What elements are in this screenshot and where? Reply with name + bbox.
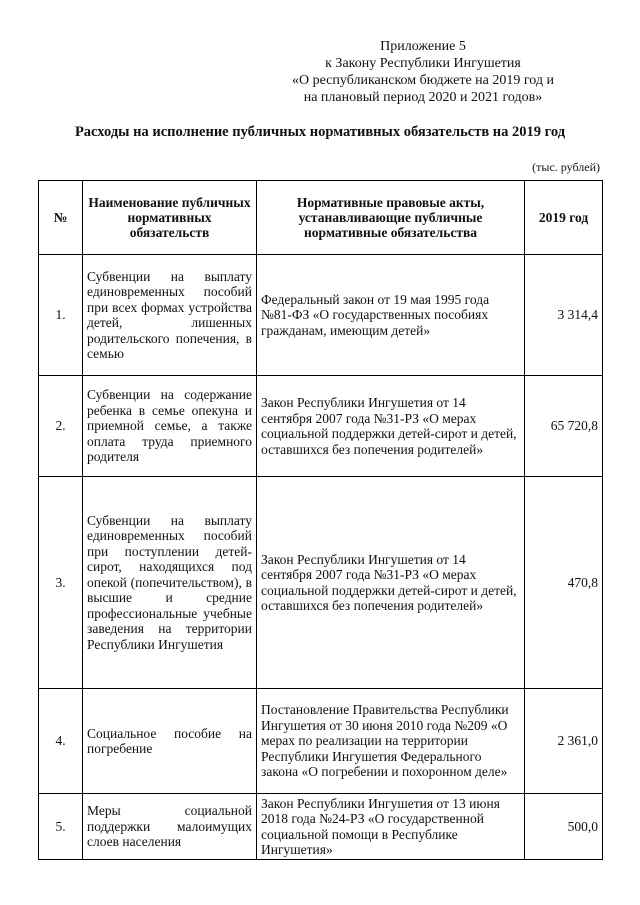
obligations-table bbox=[38, 180, 603, 860]
row-legal-act: Закон Республики Ингушетия от 13 июня 2018 года №24-РЗ «О государственной социальной помощи в Республике Ингушетия» bbox=[257, 794, 525, 860]
row-obligation-name: Субвенции на содержание ребенка в семье опекуна и приемной семье, а также оплата труда приемного родителя bbox=[83, 376, 257, 477]
row-amount: 3 314,4 bbox=[525, 255, 603, 376]
appendix-line: к Закону Республики Ингушетия bbox=[325, 56, 521, 71]
row-obligation-name: Меры социальной поддержки малоимущих слоев населения bbox=[83, 794, 257, 860]
row-legal-act: Закон Республики Ингушетия от 14 сентября 2007 года №31-РЗ «О мерах социальной поддержки детей-сирот и детей, оставшихся без попечения родителей» bbox=[257, 477, 525, 689]
row-obligation-name: Субвенции на выплату единовременных пособий при поступлении детей-сирот, находящихся под опекой (попечительством), в высшие и средние профессиональные учебные заведения на территории Республики Ингушетия bbox=[83, 477, 257, 689]
header-year-2019: 2019 год bbox=[525, 181, 603, 255]
document-title: Расходы на исполнение публичных нормативных обязательств на 2019 год bbox=[74, 124, 566, 140]
table-row bbox=[39, 794, 603, 860]
row-amount: 65 720,8 bbox=[525, 376, 603, 477]
row-legal-act: Закон Республики Ингушетия от 14 сентября 2007 года №31-РЗ «О мерах социальной поддержки детей-сирот и детей, оставшихся без попечения родителей» bbox=[257, 376, 525, 477]
header-number: № bbox=[39, 181, 83, 255]
row-obligation-name: Социальное пособие на погребение bbox=[83, 689, 257, 794]
appendix-line: Приложение 5 bbox=[380, 39, 466, 54]
row-amount: 500,0 bbox=[525, 794, 603, 860]
table-row bbox=[39, 255, 603, 376]
units-note: (тыс. рублей) bbox=[532, 160, 600, 174]
row-number: 5. bbox=[39, 794, 83, 860]
table-row bbox=[39, 689, 603, 794]
appendix-line: на плановый период 2020 и 2021 годов» bbox=[303, 90, 543, 105]
appendix-block bbox=[258, 38, 588, 106]
row-number: 3. bbox=[39, 477, 83, 689]
row-amount: 2 361,0 bbox=[525, 689, 603, 794]
header-obligation-name: Наименование публичных нормативных обязательств bbox=[83, 181, 257, 255]
table-row bbox=[39, 477, 603, 689]
table-header-row bbox=[39, 181, 603, 255]
table-row bbox=[39, 376, 603, 477]
row-number: 4. bbox=[39, 689, 83, 794]
row-legal-act: Постановление Правительства Республики Ингушетия от 30 июня 2010 года №209 «О мерах по реализации на территории Республики Ингушетия Федерального закона «О погребении и похоронном деле» bbox=[257, 689, 525, 794]
header-legal-acts: Нормативные правовые акты, устанавливающие публичные нормативные обязательства bbox=[257, 181, 525, 255]
row-number: 1. bbox=[39, 255, 83, 376]
row-obligation-name: Субвенции на выплату единовременных пособий при всех формах устройства детей, лишенных родительского попечения, в семью bbox=[83, 255, 257, 376]
appendix-line: «О республиканском бюджете на 2019 год и bbox=[292, 73, 554, 88]
row-number: 2. bbox=[39, 376, 83, 477]
row-amount: 470,8 bbox=[525, 477, 603, 689]
row-legal-act: Федеральный закон от 19 мая 1995 года №81-ФЗ «О государственных пособиях гражданам, имеющим детей» bbox=[257, 255, 525, 376]
